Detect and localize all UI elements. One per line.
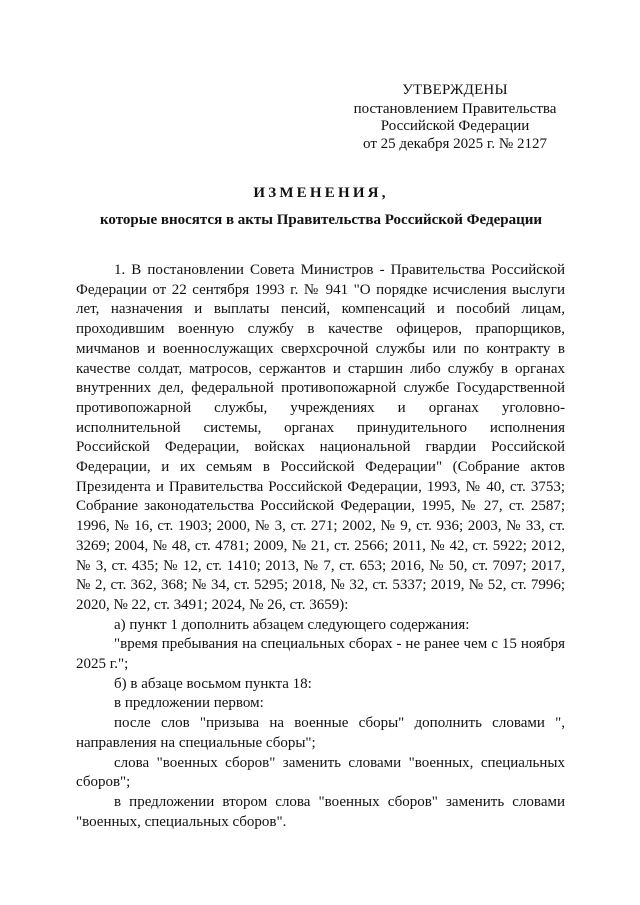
approval-heading: УТВЕРЖДЕНЫ bbox=[402, 82, 508, 98]
approval-line-1: постановлением Правительства bbox=[353, 100, 557, 117]
paragraph-2: а) пункт 1 дополнить абзацем следующего содержания: bbox=[114, 616, 470, 633]
paragraph-7: слова "военных сборов" заменить словами "военных, специальных сборов"; bbox=[76, 754, 565, 791]
paragraph-6: после слов "призыва на военные сборы" дополнить словами ", направления на специальные сборы"; bbox=[76, 715, 565, 751]
paragraph-4: б) в абзаце восьмом пункта 18: bbox=[114, 675, 312, 692]
approval-block bbox=[340, 82, 570, 153]
approval-line-2: Российской Федерации bbox=[380, 118, 530, 134]
paragraph-5: в предложении первом: bbox=[114, 695, 264, 712]
document-body bbox=[76, 261, 565, 832]
approval-line-3: от 25 декабря 2025 г. № 2127 bbox=[363, 135, 547, 152]
document-title: ИЗМЕНЕНИЯ, bbox=[253, 185, 389, 201]
document-subtitle: которые вносятся в акты Правительства Российской Федерации bbox=[99, 212, 543, 228]
paragraph-1: 1. В постановлении Совета Министров - Правительства Российской Федерации от 22 сентября 1993 г. № 941 "О порядке исчисления выслуги лет, назначения и выплаты пенсий, компенсаций и пособий лицам, проходившим военную службу в качестве офицеров, прапорщиков, мичманов и военнослужащих сверхсрочной службы или по контракту в качестве солдат, матросов, сержантов и старшин либо службу в органах внутренних дел, федеральной противопожарной службе Государственной противопожарной службы, учреждениях и органах уголовно-исполнительной системы, органах принудительного исполнения Российской Федерации, войсках национальной гвардии Российской Федерации, и их семьям в Российской Федерации" (Собрание актов Президента и Правительства Российской Федерации, 1993, № 40, ст. 3753; Собрание законодательства Российской Федерации, 1995, № 27, ст. 2587; 1996, № 16, ст. 1903; 2000, № 3, ст. 271; 2002, № 9, ст. 936; 2003, № 33, ст. 3269; 2004, № 48, ст. 4781; 2009, № 21, ст. 2566; 2011, № 42, ст. 5922; 2012, № 3, ст. 435; № 12, ст. 1410; 2013, № 7, ст. 653; 2016, № 50, ст. 7097; 2017, № 2, ст. 362, 368; № 34, ст. 5295; 2018, № 32, ст. 5337; 2019, № 52, ст. 7996; 2020, № 22, ст. 3491; 2024, № 26, ст. 3659): bbox=[76, 262, 565, 613]
paragraph-3: "время пребывания на специальных сборах - не ранее чем с 15 ноября 2025 г."; bbox=[76, 636, 565, 673]
paragraph-8: в предложении втором слова "военных сборов" заменить словами "военных, специальных сборов". bbox=[76, 793, 565, 830]
